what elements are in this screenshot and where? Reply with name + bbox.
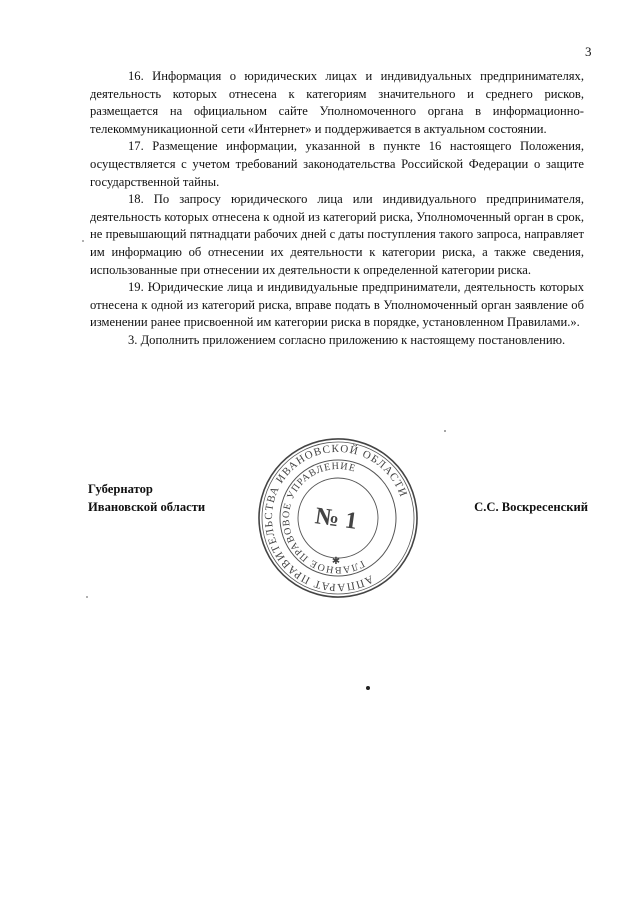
stamp-inner-text: ГЛАВНОЕ ПРАВОВОЕ УПРАВЛЕНИЕ [280,460,367,576]
signatory-title-line1: Губернатор [88,482,153,496]
scan-artifact [86,596,88,598]
signatory-name: С.С. Воскресенский [474,500,588,514]
paragraph-16: 16. Информация о юридических лицах и индивидуальных предпринимателях, деятельность которых отнесена к категориям значительного и среднего рисков, размещается на официальном сайте Уполномоченного органа в информационно-телекоммуникационной сети «Интернет» и поддерживается в актуальном состоянии. [90,69,584,136]
official-stamp [256,436,420,600]
scan-artifact [444,430,446,432]
paragraph-19: 19. Юридические лица и индивидуальные предприниматели, деятельность которых отнесена к одной из категорий риска, вправе подать в Уполномоченный орган заявление об изменении ранее присвоенной им категории риска в порядке, установленном Правилами.». [90,280,584,330]
stamp-star-icon: ✱ [331,556,341,567]
stamp-number: № 1 [313,503,359,535]
stamp-outer-text: АППАРАТ ПРАВИТЕЛЬСТВА ИВАНОВСКОЙ ОБЛАСТИ [262,442,410,594]
page-number: 3 [585,44,592,59]
paragraph-3-appendix: 3. Дополнить приложением согласно приложению к настоящему постановлению. [128,332,566,347]
scan-artifact [82,240,84,242]
paragraph-18: 18. По запросу юридического лица или индивидуального предпринимателя, деятельность которых отнесена к одной из категорий риска, Уполномоченный орган в срок, не превышающий пятнадцати рабочих дней с даты поступления такого запроса, направляет им информацию об отнесении их деятельности к категории риска, а также сведения, использованные при отнесении их деятельности к определенной категории риска. [90,192,584,277]
scan-artifact [366,686,370,690]
document-body [90,68,584,350]
paragraph-17: 17. Размещение информации, указанной в пункте 16 настоящего Положения, осуществляется с учетом требований законодательства Российской Федерации о защите государственной тайны. [90,139,584,189]
signatory-title-line2: Ивановской области [88,500,206,514]
